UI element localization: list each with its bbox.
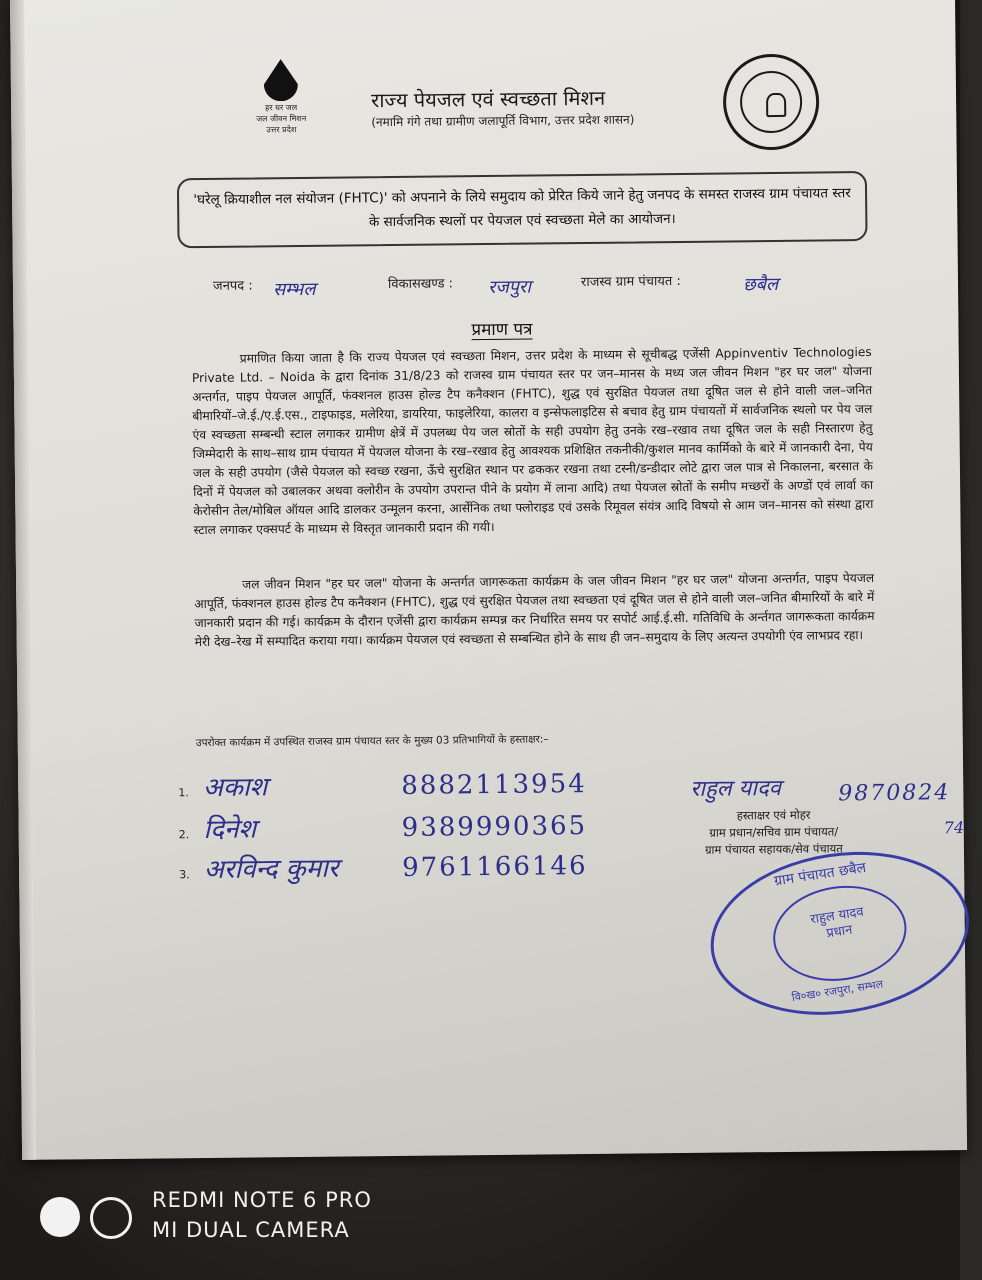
participant-phone: 8882113954 bbox=[401, 769, 587, 801]
pradhan-phone-tail: 74 bbox=[943, 818, 965, 838]
up-government-seal-icon bbox=[723, 54, 820, 151]
district-label: जनपद : bbox=[212, 278, 253, 294]
page-title: राज्य पेयजल एवं स्वच्छता मिशन bbox=[370, 85, 606, 113]
certificate-heading: प्रमाण पत्र bbox=[471, 319, 533, 341]
certificate-page bbox=[10, 0, 967, 1160]
participant-signature: दिनेश bbox=[203, 814, 257, 846]
water-drop-icon bbox=[264, 59, 298, 101]
participant-signature: अरविन्द कुमार bbox=[203, 853, 339, 886]
stamp-top-text: ग्राम पंचायत छबैल bbox=[773, 859, 868, 890]
location-fields bbox=[212, 269, 853, 301]
pradhan-signature: राहुल यादव bbox=[690, 775, 782, 802]
panchayat-value: छबैल bbox=[742, 273, 779, 296]
body-paragraph-1: प्रमाणित किया जाता है कि राज्य पेयजल एवं स्वच्छता मिशन, उत्तर प्रदेश के माध्यम से सूचीबद्ध एजेंसी Appinventiv Technologies Private Ltd. – Noida के द्वारा दिनांक 31/8/23 को राजस्व ग्राम पंचायत स्तर पर जन–मानस के मध्य जल जीवन मिशन "हर घर जल" योजना अन्तर्गत, पाइप पेयजल आपूर्ति, फंक्शनल हाउस होल्ड टैप कनैक्शन (FHTC), शुद्ध एवं सुरक्षित पेयजल तथा दूषित जल से होने वाली जल–जनित बीमारियों–जे.ई./ए.ई.एस., टाइफाइड, मलेरिया, डायरिया, फाइलेरिया, कालरा व इन्सेफलाइटिस से बचाव हेतु ग्राम पंचायतों में सार्वजनिक स्थलो पर पेय जल एंव स्वच्छता सम्बन्धी स्टाल लगाकर ग्रामीण क्षेत्रें में उपलब्ध पेय जल स्रोतों के सही उपयोग हेतु उनके रख–रखाव तथा दूषित जल के सही निस्तारण हेतु जिम्मेदारी के साथ–साथ ग्राम पंचायत में पेयजल योजना के रख–रखाव हेतु आवश्यक प्रशिक्षित तकनीकी/कुशल मानव कार्मिको के बारे में जानकारी देना, पेय जल के सही उपयोग (जैसे पेयजल को स्वच्छ रखना, ऊँचे सुरक्षित स्थान पर ढककर रखना तथा टस्नी/डन्डीदार लोटे द्वारा जल पात्र से निकालना, बरसात के दिनों में पेयजल को उबालकर अथवा क्लोरीन के उपयोग उपरान्त पीने के प्रयोग में लाना आदि) तथा पेयजल स्रोतों के समीप मच्छरों के अण्डों एवं लार्वा का केरोसीन तेल/मोबिल ऑयल आदि डालकर उन्मूलन करना, आर्सेनिक तथा फ्लोराइड एवं उसके रिमूवल संयंत्र आदि विषयो से आम जन–मानस को संस्था द्वारा स्टाल लगाकर एक्सपर्ट के माध्यम से विस्तृत जानकारी प्रदान की गयी। bbox=[191, 344, 874, 538]
watermark-text bbox=[152, 1185, 372, 1245]
watermark-line-2: MI DUAL CAMERA bbox=[152, 1218, 350, 1242]
block-label: विकासखण्ड : bbox=[387, 276, 454, 293]
signatory-role-2: ग्राम पंचायत सहायक/सेव पंचायत bbox=[704, 841, 843, 857]
participant-row bbox=[179, 846, 588, 886]
pradhan-phone: 9870824 bbox=[838, 780, 951, 807]
har-ghar-jal-logo bbox=[241, 59, 322, 135]
participant-number: 2. bbox=[178, 828, 190, 842]
participant-signature: अकाश bbox=[202, 772, 268, 804]
watermark-line-1: REDMI NOTE 6 PRO bbox=[152, 1188, 372, 1212]
participant-phone: 9389990365 bbox=[401, 811, 588, 843]
district-value: सम्भल bbox=[272, 278, 316, 301]
event-banner: 'घरेलू क्रियाशील नल संयोजन (FHTC)' को अपनाने के लिये समुदाय को प्रेरित किये जाने हेतु जनपद के समस्त राजस्व ग्राम पंचायत स्तर के सार्वजनिक स्थलों पर पेयजल एवं स्वच्छता मेले का आयोजन। bbox=[177, 171, 868, 248]
participant-row bbox=[178, 806, 587, 846]
logo-caption-3: उत्तर प्रदेश bbox=[266, 125, 297, 135]
logo-caption-1: हर घर जल bbox=[265, 102, 298, 113]
participant-number: 1. bbox=[178, 786, 189, 800]
participant-number: 3. bbox=[179, 868, 190, 882]
page-subtitle: (नमामि गंगे तथा ग्रामीण जलापूर्ति विभाग, उत्तर प्रदेश शासन) bbox=[371, 112, 635, 130]
body-paragraph-2: जल जीवन मिशन "हर घर जल" योजना के अन्तर्गत जागरूकता कार्यक्रम के जल जीवन मिशन "हर घर जल" योजना अन्तर्गत, पाइप पेयजल आपूर्ति, फंक्शनल हाउस होल्ड टैप कनैक्शन (FHTC), शुद्ध एवं सुरक्षित पेयजल तथा स्वच्छता एवं दूषित जल से होने वाली जल–जनित बीमारियों के बारे में जानकारी प्रदान की गई। कार्यक्रम के दौरान एजेंसी द्वारा कार्यक्रम सम्पन्न कर निर्धारित समय पर सपोर्ट आई.ई.सी. गतिविधि के अर्न्तगत जागरूकता कार्यक्रम मेरी देख–रेख में सम्पादित कराया गया। कार्यक्रम पेयजल एवं स्वच्छता से सम्बन्धित होने के साथ ही जन–समुदाय के लिए अत्यन्त उपयोगी एंव लाभप्रद रहा। bbox=[194, 570, 875, 650]
block-value: रजपुरा bbox=[487, 276, 532, 299]
signatory-block bbox=[673, 806, 874, 859]
stamp-designation: प्रधान bbox=[825, 922, 854, 942]
participant-row bbox=[178, 764, 587, 804]
official-stamp bbox=[699, 835, 980, 1032]
participant-phone: 9761166146 bbox=[401, 851, 588, 883]
participants-intro: उपरोक्त कार्यक्रम में उपस्थित राजस्व ग्राम पंचायत स्तर के मुख्य 03 प्रतिभागियों के हस्ताक्षर:– bbox=[195, 733, 549, 750]
sign-label: हस्ताक्षर एवं मोहर bbox=[736, 807, 811, 823]
signatory-role-1: ग्राम प्रधान/सचिव ग्राम पंचायत/ bbox=[709, 824, 839, 840]
stamp-name: राहुल यादव bbox=[809, 904, 865, 928]
stamp-bottom-text: वि०ख० रजपुरा, सम्भल bbox=[790, 977, 884, 1005]
logo-caption-2: जल जीवन मिशन bbox=[256, 113, 307, 124]
panchayat-label: राजस्व ग्राम पंचायत : bbox=[580, 273, 681, 291]
